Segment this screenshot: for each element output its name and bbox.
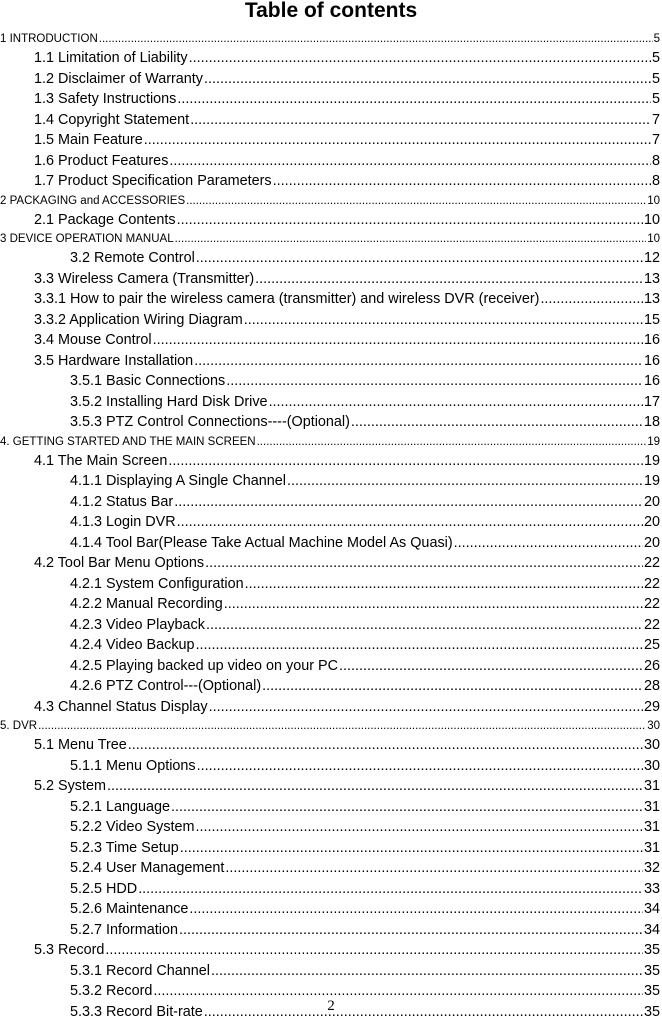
toc-entry-page-number: 30 [647, 717, 660, 735]
toc-entry-title: 4.1.4 Tool Bar(Please Take Actual Machine Model As Quasi) [70, 533, 453, 554]
toc-entry[interactable] [0, 412, 662, 433]
toc-entry-page-number: 35 [644, 940, 660, 961]
toc-entry[interactable] [0, 69, 662, 90]
toc-entry-title: 3.5.2 Installing Hard Disk Drive [70, 392, 268, 413]
toc-dot-leader [209, 697, 643, 718]
toc-entry-title: 1.1 Limitation of Liability [34, 48, 188, 69]
toc-entry-page-number: 31 [644, 797, 660, 818]
toc-entry-title: 4.2.4 Video Backup [70, 635, 195, 656]
toc-entry-title: 5.2.5 HDD [70, 879, 137, 900]
toc-dot-leader [128, 735, 643, 756]
toc-entry-title: 4.2.5 Playing backed up video on your PC [70, 656, 338, 677]
toc-entry-page-number: 20 [644, 492, 660, 513]
toc-entry[interactable] [0, 351, 662, 372]
toc-entry-title: 5.2.1 Language [70, 797, 170, 818]
toc-dot-leader [138, 879, 643, 900]
toc-entry[interactable] [0, 676, 662, 697]
toc-entry-page-number: 22 [644, 594, 660, 615]
page-number: 2 [0, 997, 662, 1015]
toc-entry[interactable] [0, 574, 662, 595]
toc-dot-leader [206, 615, 643, 636]
toc-entry-title: 4.2.1 System Configuration [70, 574, 244, 595]
toc-entry-page-number: 10 [647, 192, 660, 210]
toc-entry[interactable] [0, 451, 662, 472]
toc-dot-leader [174, 492, 643, 513]
toc-dot-leader [171, 797, 643, 818]
toc-dot-leader [99, 30, 653, 48]
toc-entry-title: 1.3 Safety Instructions [34, 89, 176, 110]
toc-entry-page-number: 7 [652, 110, 660, 131]
toc-dot-leader [190, 110, 651, 131]
toc-entry[interactable] [0, 594, 662, 615]
toc-entry-page-number: 20 [644, 512, 660, 533]
toc-dot-leader [180, 838, 643, 859]
toc-entry[interactable] [0, 310, 662, 331]
toc-entry-title: 2 PACKAGING and ACCESSORIES [0, 192, 185, 210]
toc-entry[interactable] [0, 89, 662, 110]
toc-entry-page-number: 33 [644, 879, 660, 900]
toc-entry-title: 3.3.1 How to pair the wireless camera (transmitter) and wireless DVR (receiver) [34, 289, 539, 310]
toc-entry-page-number: 12 [644, 248, 660, 269]
toc-entry-page-number: 30 [644, 756, 660, 777]
toc-entry-title: 4.2 Tool Bar Menu Options [34, 553, 204, 574]
toc-dot-leader [144, 130, 651, 151]
toc-entry[interactable] [0, 858, 662, 879]
toc-entry-page-number: 7 [652, 130, 660, 151]
toc-entry[interactable] [0, 248, 662, 269]
toc-entry-page-number: 5 [652, 89, 660, 110]
toc-entry-title: 3.5.1 Basic Connections [70, 371, 225, 392]
toc-entry[interactable] [0, 330, 662, 351]
toc-entry[interactable] [0, 371, 662, 392]
toc-entry-title: 3 DEVICE OPERATION MANUAL [0, 230, 174, 248]
toc-dot-leader [105, 940, 643, 961]
toc-entry-page-number: 25 [644, 635, 660, 656]
toc-entry-page-number: 19 [647, 433, 660, 451]
toc-entry-title: 5.2.4 User Management [70, 858, 224, 879]
toc-entry-page-number: 16 [644, 351, 660, 372]
toc-entry-title: 2.1 Package Contents [34, 210, 176, 231]
toc-entry[interactable] [0, 533, 662, 554]
toc-entry[interactable] [0, 797, 662, 818]
toc-entry-page-number: 10 [647, 230, 660, 248]
toc-entry[interactable] [0, 110, 662, 131]
toc-entry-page-number: 30 [644, 735, 660, 756]
toc-dot-leader [38, 717, 646, 735]
toc-dot-leader [540, 289, 643, 310]
toc-entry[interactable] [0, 471, 662, 492]
toc-dot-leader [194, 351, 643, 372]
toc-entry-page-number: 8 [652, 171, 660, 192]
toc-entry-page-number: 15 [644, 310, 660, 331]
toc-dot-leader [205, 553, 643, 574]
toc-entry-title: 5.3.3 Record Bit-rate [70, 1002, 203, 1022]
toc-entry-page-number: 32 [644, 858, 660, 879]
toc-entry-title: 4.1.3 Login DVR [70, 512, 176, 533]
toc-dot-leader [196, 817, 643, 838]
toc-entry-title: 3.2 Remote Control [70, 248, 195, 269]
toc-entry[interactable] [0, 48, 662, 69]
toc-entry-page-number: 35 [644, 961, 660, 982]
toc-entry-title: 4.2.6 PTZ Control---(Optional) [70, 676, 261, 697]
toc-entry[interactable] [0, 192, 662, 210]
toc-entry[interactable] [0, 492, 662, 513]
toc-entry-page-number: 5 [652, 48, 660, 69]
toc-dot-leader [189, 899, 643, 920]
toc-dot-leader [244, 310, 643, 331]
toc-entry-title: 3.5 Hardware Installation [34, 351, 193, 372]
toc-entry-page-number: 28 [644, 676, 660, 697]
toc-entry-title: 3.3.2 Application Wiring Diagram [34, 310, 243, 331]
toc-entry-page-number: 29 [644, 697, 660, 718]
toc-entry-title: 3.4 Mouse Control [34, 330, 152, 351]
toc-dot-leader [224, 594, 643, 615]
toc-entry-title: 1.4 Copyright Statement [34, 110, 189, 131]
toc-dot-leader [204, 69, 651, 90]
toc-dot-leader [245, 574, 643, 595]
toc-entry-title: 3.5.3 PTZ Control Connections----(Optional) [70, 412, 350, 433]
toc-entry[interactable] [0, 756, 662, 777]
toc-entry[interactable] [0, 130, 662, 151]
toc-dot-leader [177, 210, 643, 231]
toc-title: Table of contents [0, 0, 662, 22]
toc-dot-leader [255, 269, 643, 290]
toc-entry[interactable] [0, 210, 662, 231]
toc-entry[interactable] [0, 635, 662, 656]
toc-dot-leader [168, 451, 643, 472]
toc-entry-title: 1.2 Disclaimer of Warranty [34, 69, 203, 90]
toc-entry-title: 5. DVR [0, 717, 37, 735]
toc-entry-page-number: 34 [644, 899, 660, 920]
toc-entry-title: 4.2.2 Manual Recording [70, 594, 223, 615]
toc-entry-title: 5.3.2 Record [70, 981, 152, 1002]
toc-entry-page-number: 31 [644, 817, 660, 838]
toc-entry-title: 4.1.1 Displaying A Single Channel [70, 471, 286, 492]
toc-entry-title: 5.1.1 Menu Options [70, 756, 196, 777]
toc-dot-leader [257, 433, 647, 451]
toc-entry-page-number: 16 [644, 330, 660, 351]
toc-entry-title: 3.3 Wireless Camera (Transmitter) [34, 269, 254, 290]
toc-entry[interactable] [0, 512, 662, 533]
toc-entry-page-number: 19 [644, 471, 660, 492]
toc-entry-title: 4.1.2 Status Bar [70, 492, 173, 513]
toc-entry-page-number: 8 [652, 151, 660, 172]
toc-entry-page-number: 19 [644, 451, 660, 472]
toc-entry-page-number: 5 [654, 30, 660, 48]
toc-entry-page-number: 35 [644, 1002, 660, 1022]
toc-entry-page-number: 17 [644, 392, 660, 413]
toc-entry-title: 5.1 Menu Tree [34, 735, 127, 756]
toc-dot-leader [287, 471, 643, 492]
toc-entry[interactable] [0, 697, 662, 718]
toc-entry[interactable] [0, 899, 662, 920]
toc-entry-page-number: 31 [644, 838, 660, 859]
toc-entry[interactable] [0, 433, 662, 451]
toc-entry-page-number: 22 [644, 615, 660, 636]
toc-entry-title: 1.6 Product Features [34, 151, 168, 172]
toc-list [0, 30, 662, 1022]
toc-entry[interactable] [0, 553, 662, 574]
toc-entry[interactable] [0, 30, 662, 48]
toc-dot-leader [211, 961, 643, 982]
toc-entry-page-number: 26 [644, 656, 660, 677]
toc-entry-page-number: 10 [644, 210, 660, 231]
toc-dot-leader [197, 756, 643, 777]
toc-entry[interactable] [0, 230, 662, 248]
toc-entry[interactable] [0, 940, 662, 961]
toc-entry-title: 4.3 Channel Status Display [34, 697, 208, 718]
toc-entry[interactable] [0, 269, 662, 290]
toc-entry-title: 4.1 The Main Screen [34, 451, 167, 472]
toc-entry[interactable] [0, 838, 662, 859]
toc-dot-leader [454, 533, 643, 554]
toc-dot-leader [339, 656, 643, 677]
toc-entry-page-number: 34 [644, 920, 660, 941]
toc-dot-leader [186, 192, 646, 210]
toc-entry-page-number: 31 [644, 776, 660, 797]
toc-dot-leader [225, 858, 643, 879]
toc-entry-page-number: 5 [652, 69, 660, 90]
toc-entry-page-number: 22 [644, 574, 660, 595]
toc-dot-leader [189, 48, 651, 69]
toc-dot-leader [169, 151, 651, 172]
toc-entry[interactable] [0, 717, 662, 735]
toc-dot-leader [273, 171, 651, 192]
toc-entry[interactable] [0, 615, 662, 636]
toc-entry-title: 5.2.6 Maintenance [70, 899, 188, 920]
toc-dot-leader [177, 512, 643, 533]
toc-entry-page-number: 16 [644, 371, 660, 392]
toc-dot-leader [226, 371, 643, 392]
toc-entry-title: 5.3 Record [34, 940, 104, 961]
toc-dot-leader [107, 776, 643, 797]
toc-entry-title: 5.2.3 Time Setup [70, 838, 179, 859]
toc-entry[interactable] [0, 920, 662, 941]
toc-entry-page-number: 22 [644, 553, 660, 574]
toc-entry[interactable] [0, 776, 662, 797]
toc-entry-title: 5.2 System [34, 776, 106, 797]
toc-dot-leader [196, 248, 643, 269]
toc-entry[interactable] [0, 151, 662, 172]
toc-entry[interactable] [0, 392, 662, 413]
toc-dot-leader [269, 392, 643, 413]
toc-entry-title: 4. GETTING STARTED AND THE MAIN SCREEN [0, 433, 256, 451]
toc-entry-page-number: 35 [644, 981, 660, 1002]
toc-entry-title: 4.2.3 Video Playback [70, 615, 205, 636]
toc-entry[interactable] [0, 171, 662, 192]
toc-entry[interactable] [0, 289, 662, 310]
toc-entry-title: 5.2.2 Video System [70, 817, 195, 838]
toc-dot-leader [179, 920, 643, 941]
toc-entry[interactable] [0, 656, 662, 677]
toc-entry-title: 5.2.7 Information [70, 920, 178, 941]
toc-entry[interactable] [0, 961, 662, 982]
toc-dot-leader [262, 676, 643, 697]
toc-entry[interactable] [0, 817, 662, 838]
toc-entry-title: 1.7 Product Specification Parameters [34, 171, 272, 192]
toc-entry-title: 1 INTRODUCTION [0, 30, 98, 48]
toc-entry-page-number: 13 [644, 269, 660, 290]
toc-entry[interactable] [0, 735, 662, 756]
toc-entry-title: 5.3.1 Record Channel [70, 961, 210, 982]
toc-entry-title: 1.5 Main Feature [34, 130, 143, 151]
toc-dot-leader [175, 230, 647, 248]
toc-entry-page-number: 18 [644, 412, 660, 433]
toc-entry-page-number: 13 [644, 289, 660, 310]
toc-dot-leader [177, 89, 651, 110]
toc-dot-leader [196, 635, 643, 656]
toc-dot-leader [351, 412, 643, 433]
toc-entry[interactable] [0, 879, 662, 900]
toc-dot-leader [153, 330, 643, 351]
toc-entry-page-number: 20 [644, 533, 660, 554]
